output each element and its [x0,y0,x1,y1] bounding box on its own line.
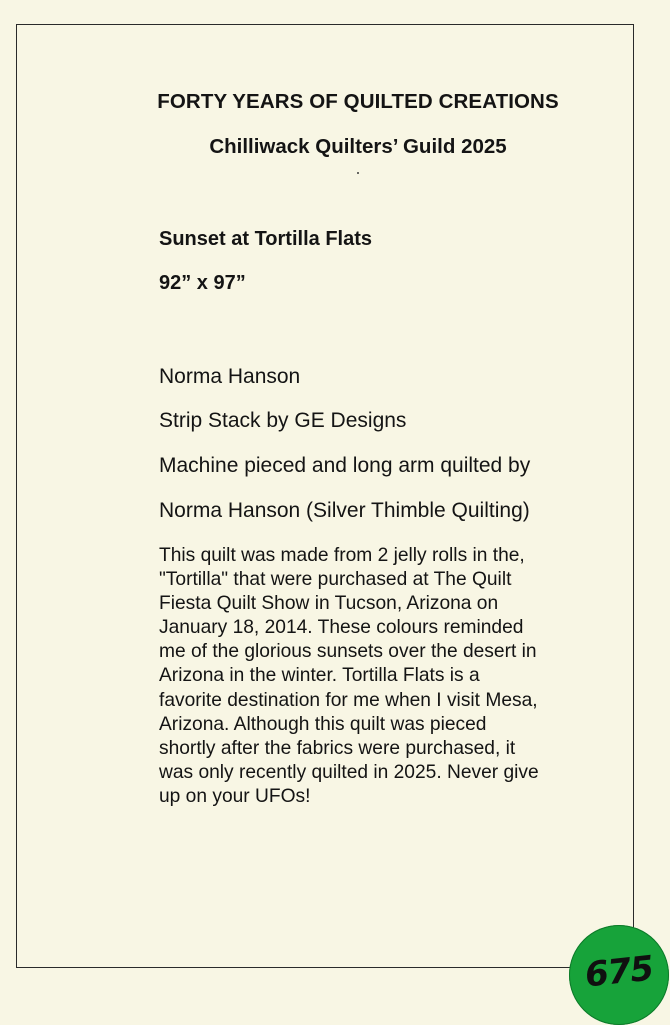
paper-speck [357,172,359,174]
description-line: Fiesta Quilt Show in Tucson, Arizona on [159,593,499,615]
description-line: favorite destination for me when I visit Mesa, [159,689,538,711]
description-line: Arizona. Although this quilt was pieced [159,713,487,735]
card-border [16,24,634,968]
maker-name: Norma Hanson [159,365,301,388]
description-line: me of the glorious sunsets over the desert in [159,641,537,663]
quilt-description [159,544,629,809]
construction-method: Machine pieced and long arm quilted by [159,454,531,477]
quilter-credit: Norma Hanson (Silver Thimble Quilting) [159,499,530,522]
guild-subtitle: Chilliwack Quilters’ Guild 2025 [209,135,507,158]
description-line: was only recently quilted in 2025. Never give [159,761,539,783]
description-line: up on your UFOs! [159,785,311,807]
entry-number-badge [569,925,669,1025]
description-line: shortly after the fabrics were purchased, it [159,737,516,759]
description-line: January 18, 2014. These colours reminded [159,617,524,639]
pattern-credit: Strip Stack by GE Designs [159,409,407,432]
quilt-title: Sunset at Tortilla Flats [159,228,372,250]
description-line: Arizona in the winter. Tortilla Flats is a [159,665,480,687]
quilt-size: 92” x 97” [159,272,246,294]
entry-number: 675 [583,948,655,996]
description-line: This quilt was made from 2 jelly rolls in the, [159,545,525,566]
description-line: "Tortilla" that were purchased at The Quilt [159,569,512,591]
exhibition-title: FORTY YEARS OF QUILTED CREATIONS [157,90,559,113]
